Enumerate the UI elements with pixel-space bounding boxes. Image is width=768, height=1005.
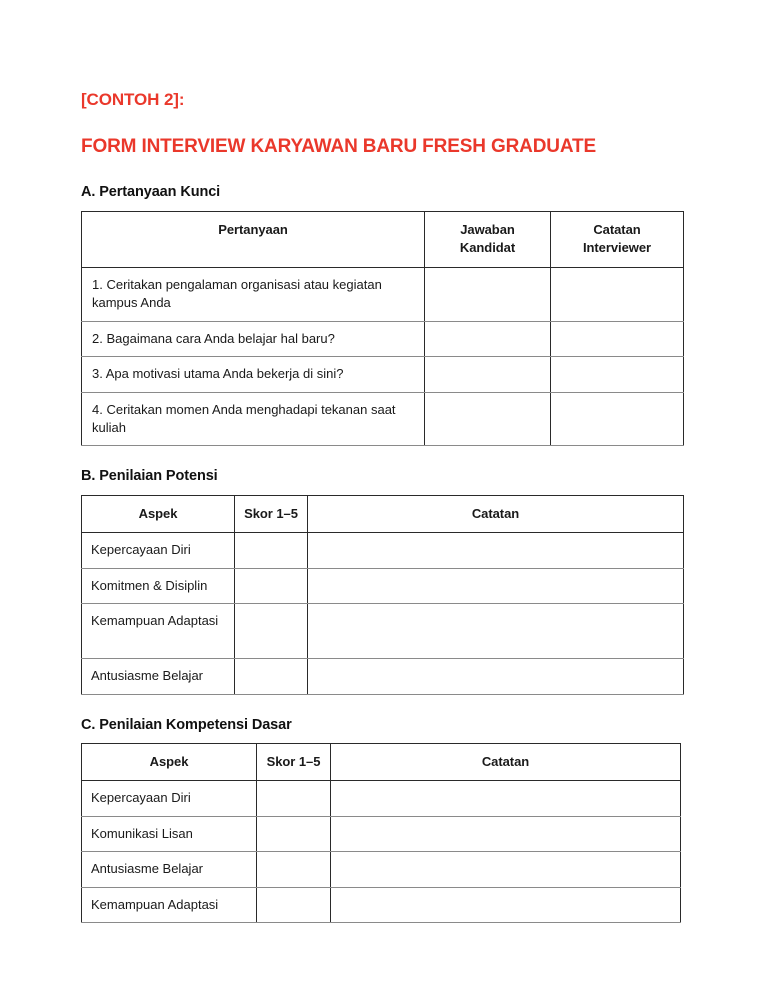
table-row	[82, 852, 681, 887]
header-text-line2: Interviewer	[582, 240, 652, 256]
score-cell[interactable]	[257, 781, 331, 816]
note-cell[interactable]	[308, 659, 684, 694]
section-a-heading: A. Pertanyaan Kunci	[81, 184, 221, 201]
aspect-cell: Kepercayaan Diri	[82, 781, 257, 816]
document-body	[81, 90, 687, 923]
answer-cell[interactable]	[425, 321, 551, 356]
column-header-aspek: Aspek	[82, 744, 257, 781]
header-text-line1: Jawaban	[460, 221, 515, 237]
table-row	[82, 267, 684, 321]
section-b	[81, 468, 687, 694]
column-header-pertanyaan	[82, 211, 425, 267]
question-cell: 4. Ceritakan momen Anda menghadapi tekanan saat kuliah	[82, 392, 425, 446]
column-header-jawaban-kandidat	[425, 211, 551, 267]
note-cell[interactable]	[308, 568, 684, 603]
table-row	[82, 659, 684, 694]
table-a-header	[82, 211, 684, 267]
note-cell[interactable]	[331, 781, 681, 816]
table-header-row	[82, 744, 681, 781]
score-cell[interactable]	[235, 659, 308, 694]
score-cell[interactable]	[257, 852, 331, 887]
table-row	[82, 392, 684, 446]
table-b-body	[82, 533, 684, 694]
table-row	[82, 816, 681, 851]
table-pertanyaan-kunci	[81, 211, 684, 447]
table-c-body	[82, 781, 681, 923]
table-row	[82, 604, 684, 659]
column-header-catatan: Catatan	[308, 495, 684, 532]
header-text-line1: Catatan	[593, 221, 641, 237]
table-header-row	[82, 211, 684, 267]
score-cell[interactable]	[257, 887, 331, 922]
table-b-header	[82, 495, 684, 532]
note-cell[interactable]	[331, 816, 681, 851]
score-cell[interactable]	[235, 568, 308, 603]
note-cell[interactable]	[331, 852, 681, 887]
score-cell[interactable]	[235, 533, 308, 568]
aspect-cell: Komunikasi Lisan	[82, 816, 257, 851]
note-cell[interactable]	[551, 392, 684, 446]
score-cell[interactable]	[235, 604, 308, 659]
aspect-cell: Antusiasme Belajar	[82, 659, 235, 694]
aspect-cell: Komitmen & Disiplin	[82, 568, 235, 603]
question-cell: 2. Bagaimana cara Anda belajar hal baru?	[82, 321, 425, 356]
aspect-cell: Antusiasme Belajar	[82, 852, 257, 887]
note-cell[interactable]	[331, 887, 681, 922]
answer-cell[interactable]	[425, 267, 551, 321]
column-header-catatan: Catatan	[331, 744, 681, 781]
question-cell: 1. Ceritakan pengalaman organisasi atau kegiatan kampus Anda	[82, 267, 425, 321]
note-cell[interactable]	[551, 357, 684, 392]
column-header-skor: Skor 1–5	[235, 495, 308, 532]
note-cell[interactable]	[551, 267, 684, 321]
section-a	[81, 184, 687, 446]
section-c	[81, 717, 687, 924]
aspect-cell: Kemampuan Adaptasi	[82, 604, 235, 659]
header-text-line2: Kandidat	[459, 240, 516, 256]
document-title: FORM INTERVIEW KARYAWAN BARU FRESH GRADUATE	[81, 135, 597, 157]
table-row	[82, 357, 684, 392]
column-header-catatan-interviewer	[551, 211, 684, 267]
aspect-cell: Kemampuan Adaptasi	[82, 887, 257, 922]
document-example-label: [CONTOH 2]:	[81, 90, 185, 109]
table-row	[82, 568, 684, 603]
table-penilaian-kompetensi-dasar	[81, 743, 681, 923]
score-cell[interactable]	[257, 816, 331, 851]
column-header-aspek: Aspek	[82, 495, 235, 532]
note-cell[interactable]	[308, 604, 684, 659]
table-row	[82, 533, 684, 568]
aspect-cell: Kepercayaan Diri	[82, 533, 235, 568]
column-header-skor: Skor 1–5	[257, 744, 331, 781]
note-cell[interactable]	[551, 321, 684, 356]
table-c-header	[82, 744, 681, 781]
answer-cell[interactable]	[425, 357, 551, 392]
question-cell: 3. Apa motivasi utama Anda bekerja di sini?	[82, 357, 425, 392]
note-cell[interactable]	[308, 533, 684, 568]
header-text: Pertanyaan	[218, 221, 288, 237]
table-row	[82, 321, 684, 356]
table-header-row	[82, 495, 684, 532]
section-b-heading: B. Penilaian Potensi	[81, 468, 218, 485]
answer-cell[interactable]	[425, 392, 551, 446]
table-row	[82, 887, 681, 922]
table-penilaian-potensi	[81, 495, 684, 695]
table-row	[82, 781, 681, 816]
table-a-body	[82, 267, 684, 446]
section-c-heading: C. Penilaian Kompetensi Dasar	[81, 716, 292, 733]
